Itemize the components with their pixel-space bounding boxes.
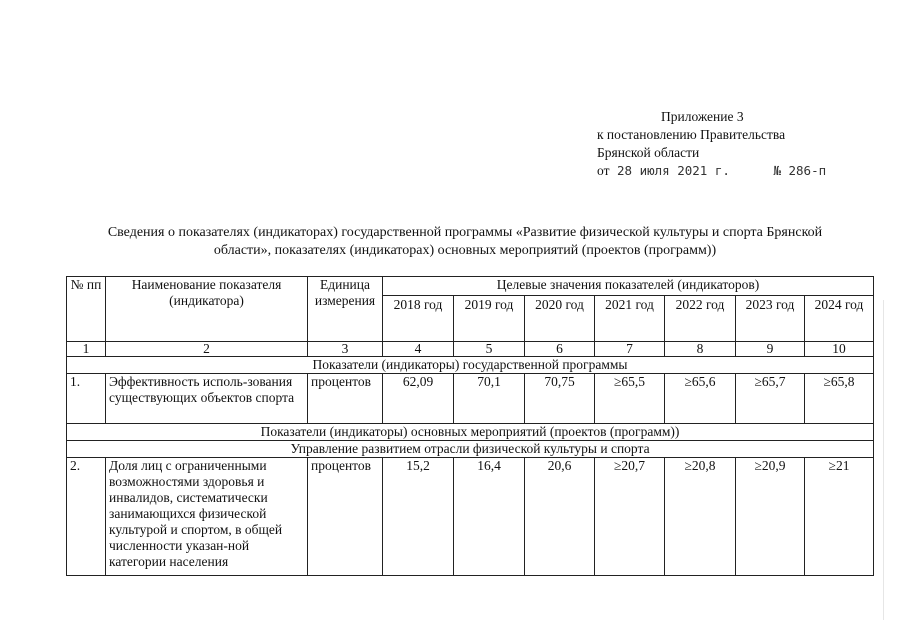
value-2020: 70,75 — [525, 374, 595, 424]
value-2022: ≥65,6 — [665, 374, 736, 424]
row-indicator-name: Доля лиц с ограниченными возможностями здоровья и инвалидов, систематически занимающихся физической культурой и спортом, в общей численности указан-ной категории населения — [106, 458, 308, 576]
value-2023: ≥65,7 — [736, 374, 805, 424]
column-numbers-row — [67, 342, 874, 357]
row-unit: процентов — [308, 374, 383, 424]
appendix-title: Приложение 3 — [661, 109, 744, 124]
value-2019: 70,1 — [454, 374, 525, 424]
year-2024: 2024 год — [805, 296, 874, 342]
col-number: 9 — [736, 342, 805, 357]
value-2018: 15,2 — [383, 458, 454, 576]
section-activities-row — [67, 424, 874, 441]
value-2020: 20,6 — [525, 458, 595, 576]
col-number: 8 — [665, 342, 736, 357]
year-2021: 2021 год — [595, 296, 665, 342]
section-program-row — [67, 357, 874, 374]
year-2022: 2022 год — [665, 296, 736, 342]
col-number: 2 — [106, 342, 308, 357]
section-program-heading: Показатели (индикаторы) государственной программы — [67, 357, 874, 374]
row-indicator-name: Эффективность исполь-зования существующих объектов спорта — [106, 374, 308, 424]
header-name: Наименование показателя (индикатора) — [106, 277, 308, 342]
header-unit: Единица измерения — [308, 277, 383, 342]
title-line-1: Сведения о показателях (индикаторах) государственной программы «Развитие физической культуры и спорта Брянской — [107, 225, 823, 240]
table-row — [67, 374, 874, 424]
year-2018: 2018 год — [383, 296, 454, 342]
value-2021: ≥65,5 — [595, 374, 665, 424]
year-2023: 2023 год — [736, 296, 805, 342]
table-row — [67, 458, 874, 576]
appendix-resolution: к постановлению Правительства — [597, 127, 786, 142]
value-2022: ≥20,8 — [665, 458, 736, 576]
value-2024: ≥21 — [805, 458, 874, 576]
indicators-table — [66, 276, 874, 576]
col-number: 6 — [525, 342, 595, 357]
row-num: 2. — [67, 458, 106, 576]
value-2021: ≥20,7 — [595, 458, 665, 576]
year-2019: 2019 год — [454, 296, 525, 342]
row-unit: процентов — [308, 458, 383, 576]
section-activities-heading: Показатели (индикаторы) основных мероприятий (проектов (программ)) — [67, 424, 874, 441]
value-2023: ≥20,9 — [736, 458, 805, 576]
section-management-row — [67, 441, 874, 458]
row-num: 1. — [67, 374, 106, 424]
appendix-region: Брянской области — [597, 145, 700, 160]
title-line-2: области», показателях (индикаторах) основных мероприятий (проектов (программ)) — [213, 243, 717, 258]
appendix-date: 28 июля 2021 г. — [617, 163, 730, 178]
appendix-block — [597, 108, 826, 180]
document-title — [60, 224, 870, 260]
scan-edge-line — [883, 300, 884, 620]
col-number: 4 — [383, 342, 454, 357]
col-number: 7 — [595, 342, 665, 357]
col-number: 3 — [308, 342, 383, 357]
section-management-heading: Управление развитием отрасли физической культуры и спорта — [67, 441, 874, 458]
value-2019: 16,4 — [454, 458, 525, 576]
value-2024: ≥65,8 — [805, 374, 874, 424]
col-number: 5 — [454, 342, 525, 357]
header-targets: Целевые значения показателей (индикаторов) — [383, 277, 874, 296]
header-num: № пп — [67, 277, 106, 342]
appendix-date-line — [597, 162, 826, 180]
col-number: 10 — [805, 342, 874, 357]
year-2020: 2020 год — [525, 296, 595, 342]
header-row — [67, 277, 874, 296]
col-number: 1 — [67, 342, 106, 357]
appendix-number: № 286-п — [773, 163, 827, 178]
date-prefix: от — [597, 163, 610, 178]
value-2018: 62,09 — [383, 374, 454, 424]
